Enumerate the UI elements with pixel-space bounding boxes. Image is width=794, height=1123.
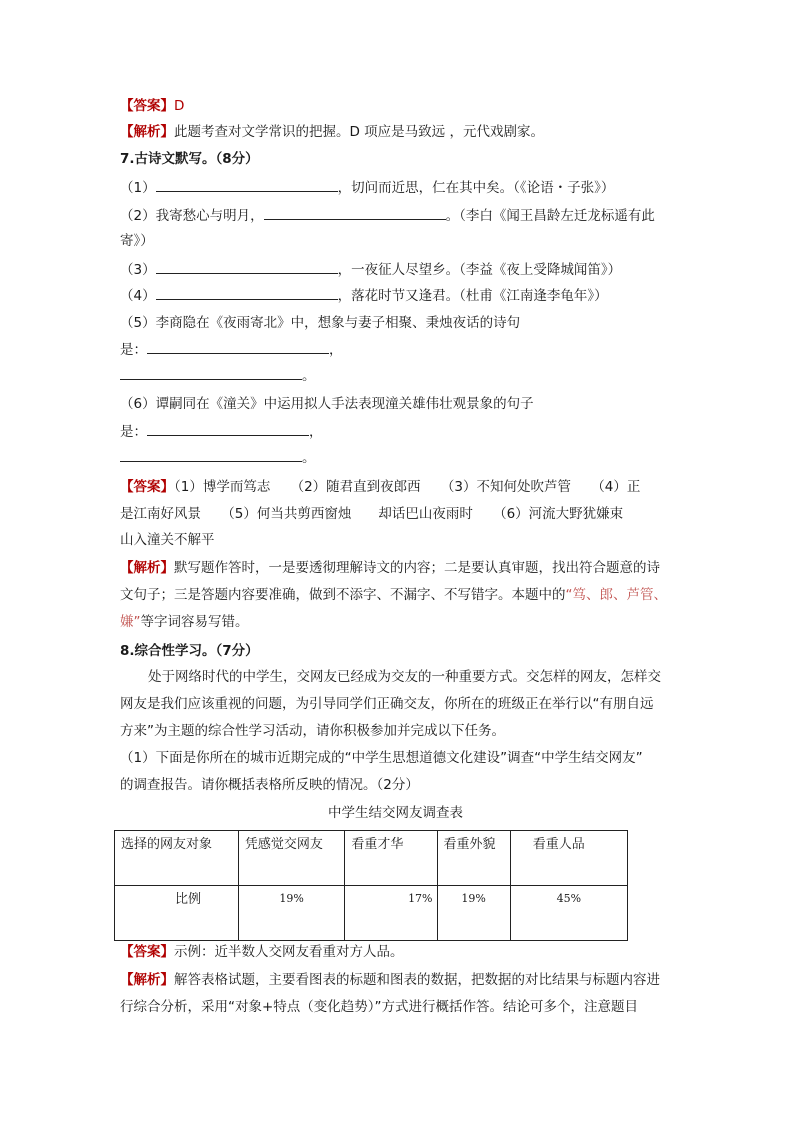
survey-table (114, 830, 628, 941)
q7-item-5: （5）李商隐在《夜雨寄北》中，想象与妻子相聚、秉烛夜话的诗句 (120, 315, 521, 331)
item-suffix: ，切问而近思，仁在其中矣。（《论语・子张》） (337, 180, 615, 196)
item-sep: ， (309, 424, 323, 440)
q8-analysis-line-1 (120, 970, 660, 990)
table-cell: 45% (510, 886, 627, 941)
table-cell: 19% (437, 886, 510, 941)
q8-heading: 8.综合性学习。（7分） (120, 643, 259, 659)
table-cell: 17% (345, 886, 437, 941)
analysis-text: 等字词容易写错。 (140, 614, 249, 630)
item-suffix: 。（李白《闻王昌龄左迁龙标遥有此 (445, 208, 655, 224)
answer-text: D (174, 98, 185, 114)
analysis-tag: 【解析】 (120, 124, 174, 140)
q7-item-5-blank-2 (120, 365, 316, 386)
q7-item-6: （6）谭嗣同在《潼关》中运用拟人手法表现潼关雄伟壮观景象的句子 (120, 396, 534, 412)
analysis-text: 默写题作答时，一是要透彻理解诗文的内容；二是要认真审题，找出符合题意的诗 (174, 560, 660, 576)
q8-analysis-line-2: 行综合分析，采用“对象+特点（变化趋势）”方式进行概括作答。结论可多个，注意题目 (120, 999, 639, 1015)
item-prefix: （4） (120, 288, 156, 304)
table-header-cell: 看重外貌 (437, 831, 510, 886)
table-header-cell: 凭感觉交网友 (238, 831, 345, 886)
q6-analysis (120, 122, 544, 142)
analysis-tag: 【解析】 (120, 972, 174, 988)
analysis-text: 解答表格试题，主要看图表的标题和图表的数据，把数据的对比结果与标题内容进 (174, 972, 660, 988)
answer-blank[interactable] (156, 259, 338, 274)
answer-blank[interactable] (147, 421, 309, 436)
item-prefix: （1） (120, 180, 156, 196)
answer-blank[interactable] (264, 205, 446, 220)
item-suffix: ，落花时节又逢君。（杜甫《江南逢李龟年》） (337, 288, 608, 304)
table-header-row (115, 831, 628, 886)
q7-item-1 (120, 177, 614, 198)
q7-heading: 7.古诗文默写。（8分） (120, 151, 259, 167)
q7-answer-line-1 (120, 477, 640, 497)
answer-tag: 【答案】 (120, 98, 174, 114)
answer-blank[interactable] (120, 365, 302, 380)
q8-sub1-line-1: （1）下面是你所在的城市近期完成的“中学生思想道德文化建设”调查“中学生结交网友” (120, 750, 643, 766)
q7-item-6-blank-2 (120, 447, 316, 468)
table-row-label: 比例 (115, 886, 239, 941)
analysis-text: 此题考查对文学常识的把握。D 项应是马致远 ，元代戏剧家。 (174, 124, 544, 140)
item-suffix: ，一夜征人尽望乡。（李益《夜上受降城闻笛》） (337, 262, 622, 278)
q8-sub1-line-2: 的调查报告。请你概括表格所反映的情况。（2分） (120, 777, 419, 793)
item-prefix: （2）我寄愁心与明月， (120, 208, 264, 224)
answer-text: 示例：近半数人交网友看重对方人品。 (174, 944, 404, 960)
answer-blank[interactable] (156, 177, 338, 192)
analysis-text: 文句子；三是答题内容要准确，做到不添字、不漏字、不写错字。本题中的 (120, 587, 566, 603)
table-header-cell: 看重才华 (345, 831, 437, 886)
item-sep: ， (329, 342, 343, 358)
q8-intro-line-3: 方来”为主题的综合性学习活动，请你积极参加并完成以下任务。 (120, 723, 505, 739)
answer-tag: 【答案】 (120, 944, 174, 960)
q8-intro-line-1: 处于网络时代的中学生，交网友已经成为交友的一种重要方式。交怎样的网友，怎样交 (148, 669, 661, 685)
q8-answer (120, 942, 404, 962)
q7-analysis-line-1 (120, 558, 660, 578)
answer-blank[interactable] (156, 285, 338, 300)
q7-analysis-line-3 (120, 612, 249, 632)
answer-blank[interactable] (120, 447, 302, 462)
answer-tag: 【答案】 (120, 479, 174, 495)
table-cell: 19% (238, 886, 345, 941)
item-prefix: 是： (120, 424, 147, 440)
table-header-cell: 看重人品 (510, 831, 627, 886)
table-header-cell: 选择的网友对象 (115, 831, 239, 886)
q7-item-2 (120, 205, 655, 226)
q7-item-4 (120, 285, 608, 306)
q7-item-6-blank-1 (120, 421, 323, 442)
q7-item-2-cont: 寄》） (120, 233, 154, 249)
answer-blank[interactable] (147, 339, 329, 354)
q7-analysis-line-2 (120, 585, 667, 605)
q8-intro-line-2: 网友是我们应该重视的问题，为引导同学们正确交友，你所在的班级正在举行以“有朋自远 (120, 696, 654, 712)
q7-item-5-blank-1 (120, 339, 343, 360)
analysis-highlight: “笃、郎、芦管、 (565, 587, 667, 603)
item-end: 。 (302, 368, 316, 384)
analysis-tag: 【解析】 (120, 560, 174, 576)
analysis-highlight: 嫌” (120, 614, 141, 630)
q7-item-3 (120, 259, 621, 280)
item-prefix: （3） (120, 262, 156, 278)
q6-answer (120, 96, 184, 116)
q7-answer-line-3: 山入潼关不解平 (120, 532, 215, 548)
q7-answer-line-2: 是江南好风景 （5）何当共剪西窗烛 却话巴山夜雨时 （6）河流大野犹嫌束 (120, 506, 624, 522)
table-title: 中学生结交网友调查表 (328, 805, 463, 821)
answer-text: （1）博学而笃志 （2）随君直到夜郎西 （3）不知何处吹芦管 （4）正 (174, 479, 641, 495)
item-prefix: 是： (120, 342, 147, 358)
item-end: 。 (302, 450, 316, 466)
table-row (115, 886, 628, 941)
